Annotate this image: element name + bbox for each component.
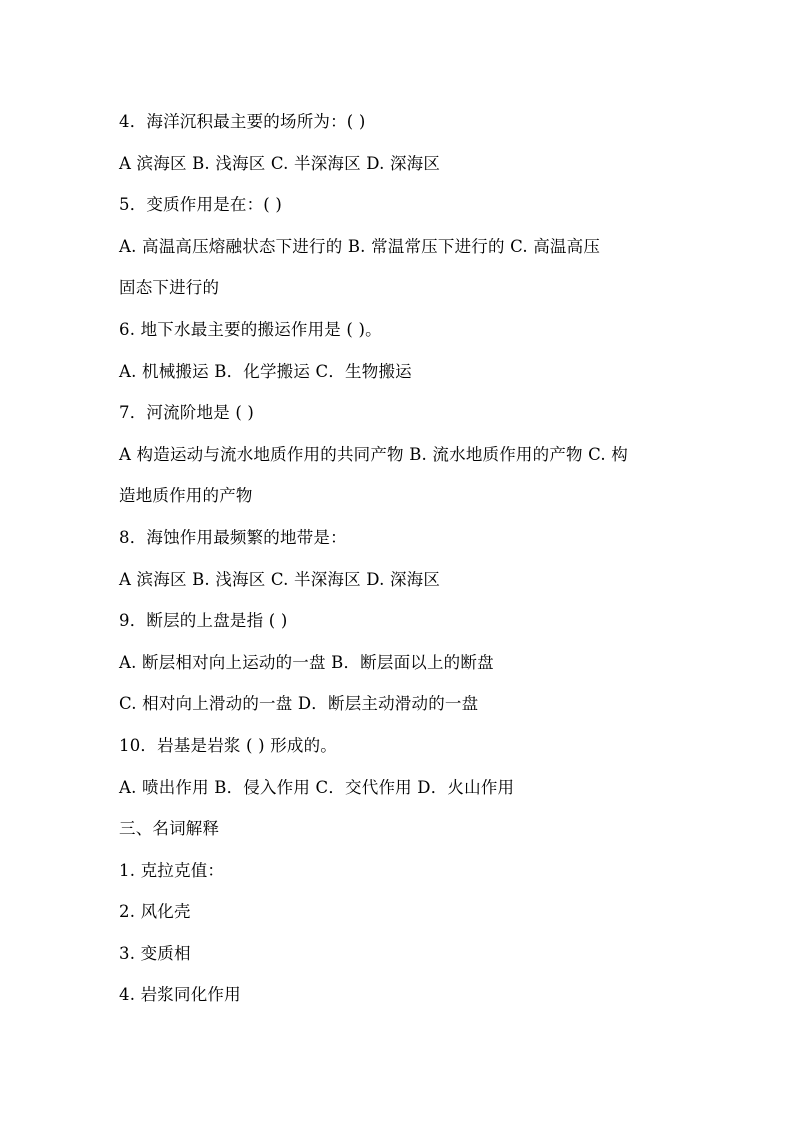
question-6-options: A. 机械搬运 B．化学搬运 C．生物搬运 — [119, 361, 412, 381]
question-5-stem: 5．变质作用是在：( ) — [119, 195, 283, 215]
term-4: 4. 岩浆同化作用 — [119, 985, 241, 1005]
question-10-stem: 10．岩基是岩浆 ( ) 形成的。 — [119, 735, 338, 755]
question-8-options: A 滨海区 B. 浅海区 C. 半深海区 D. 深海区 — [119, 569, 441, 589]
question-4-stem: 4．海洋沉积最主要的场所为：( ) — [119, 112, 366, 131]
question-8-stem: 8．海蚀作用最频繁的地带是： — [119, 527, 347, 547]
section-heading-term-definitions: 三、名词解释 — [119, 819, 220, 839]
question-10-options: A. 喷出作用 B．侵入作用 C．交代作用 D．火山作用 — [119, 777, 515, 797]
question-5-options-continued: 固态下进行的 — [119, 278, 220, 298]
question-9-stem: 9．断层的上盘是指 ( ) — [119, 611, 288, 631]
question-6-stem: 6. 地下水最主要的搬运作用是 ( )。 — [119, 319, 382, 339]
question-7-stem: 7．河流阶地是 ( ) — [119, 403, 255, 423]
question-7-options: A 构造运动与流水地质作用的共同产物 B. 流水地质作用的产物 C. 构 — [119, 444, 628, 464]
question-4-options: A 滨海区 B. 浅海区 C. 半深海区 D. 深海区 — [119, 153, 441, 173]
question-5-options: A. 高温高压熔融状态下进行的 B. 常温常压下进行的 C. 高温高压 — [119, 236, 601, 256]
question-9-options-line-2: C. 相对向上滑动的一盘 D．断层主动滑动的一盘 — [119, 694, 479, 714]
question-9-options-line-1: A. 断层相对向上运动的一盘 B．断层面以上的断盘 — [119, 652, 494, 672]
term-3: 3. 变质相 — [119, 943, 191, 963]
term-1: 1. 克拉克值： — [119, 860, 225, 880]
document-body — [119, 101, 679, 1016]
term-2: 2. 风化壳 — [119, 902, 191, 922]
question-7-options-continued: 造地质作用的产物 — [119, 486, 253, 506]
